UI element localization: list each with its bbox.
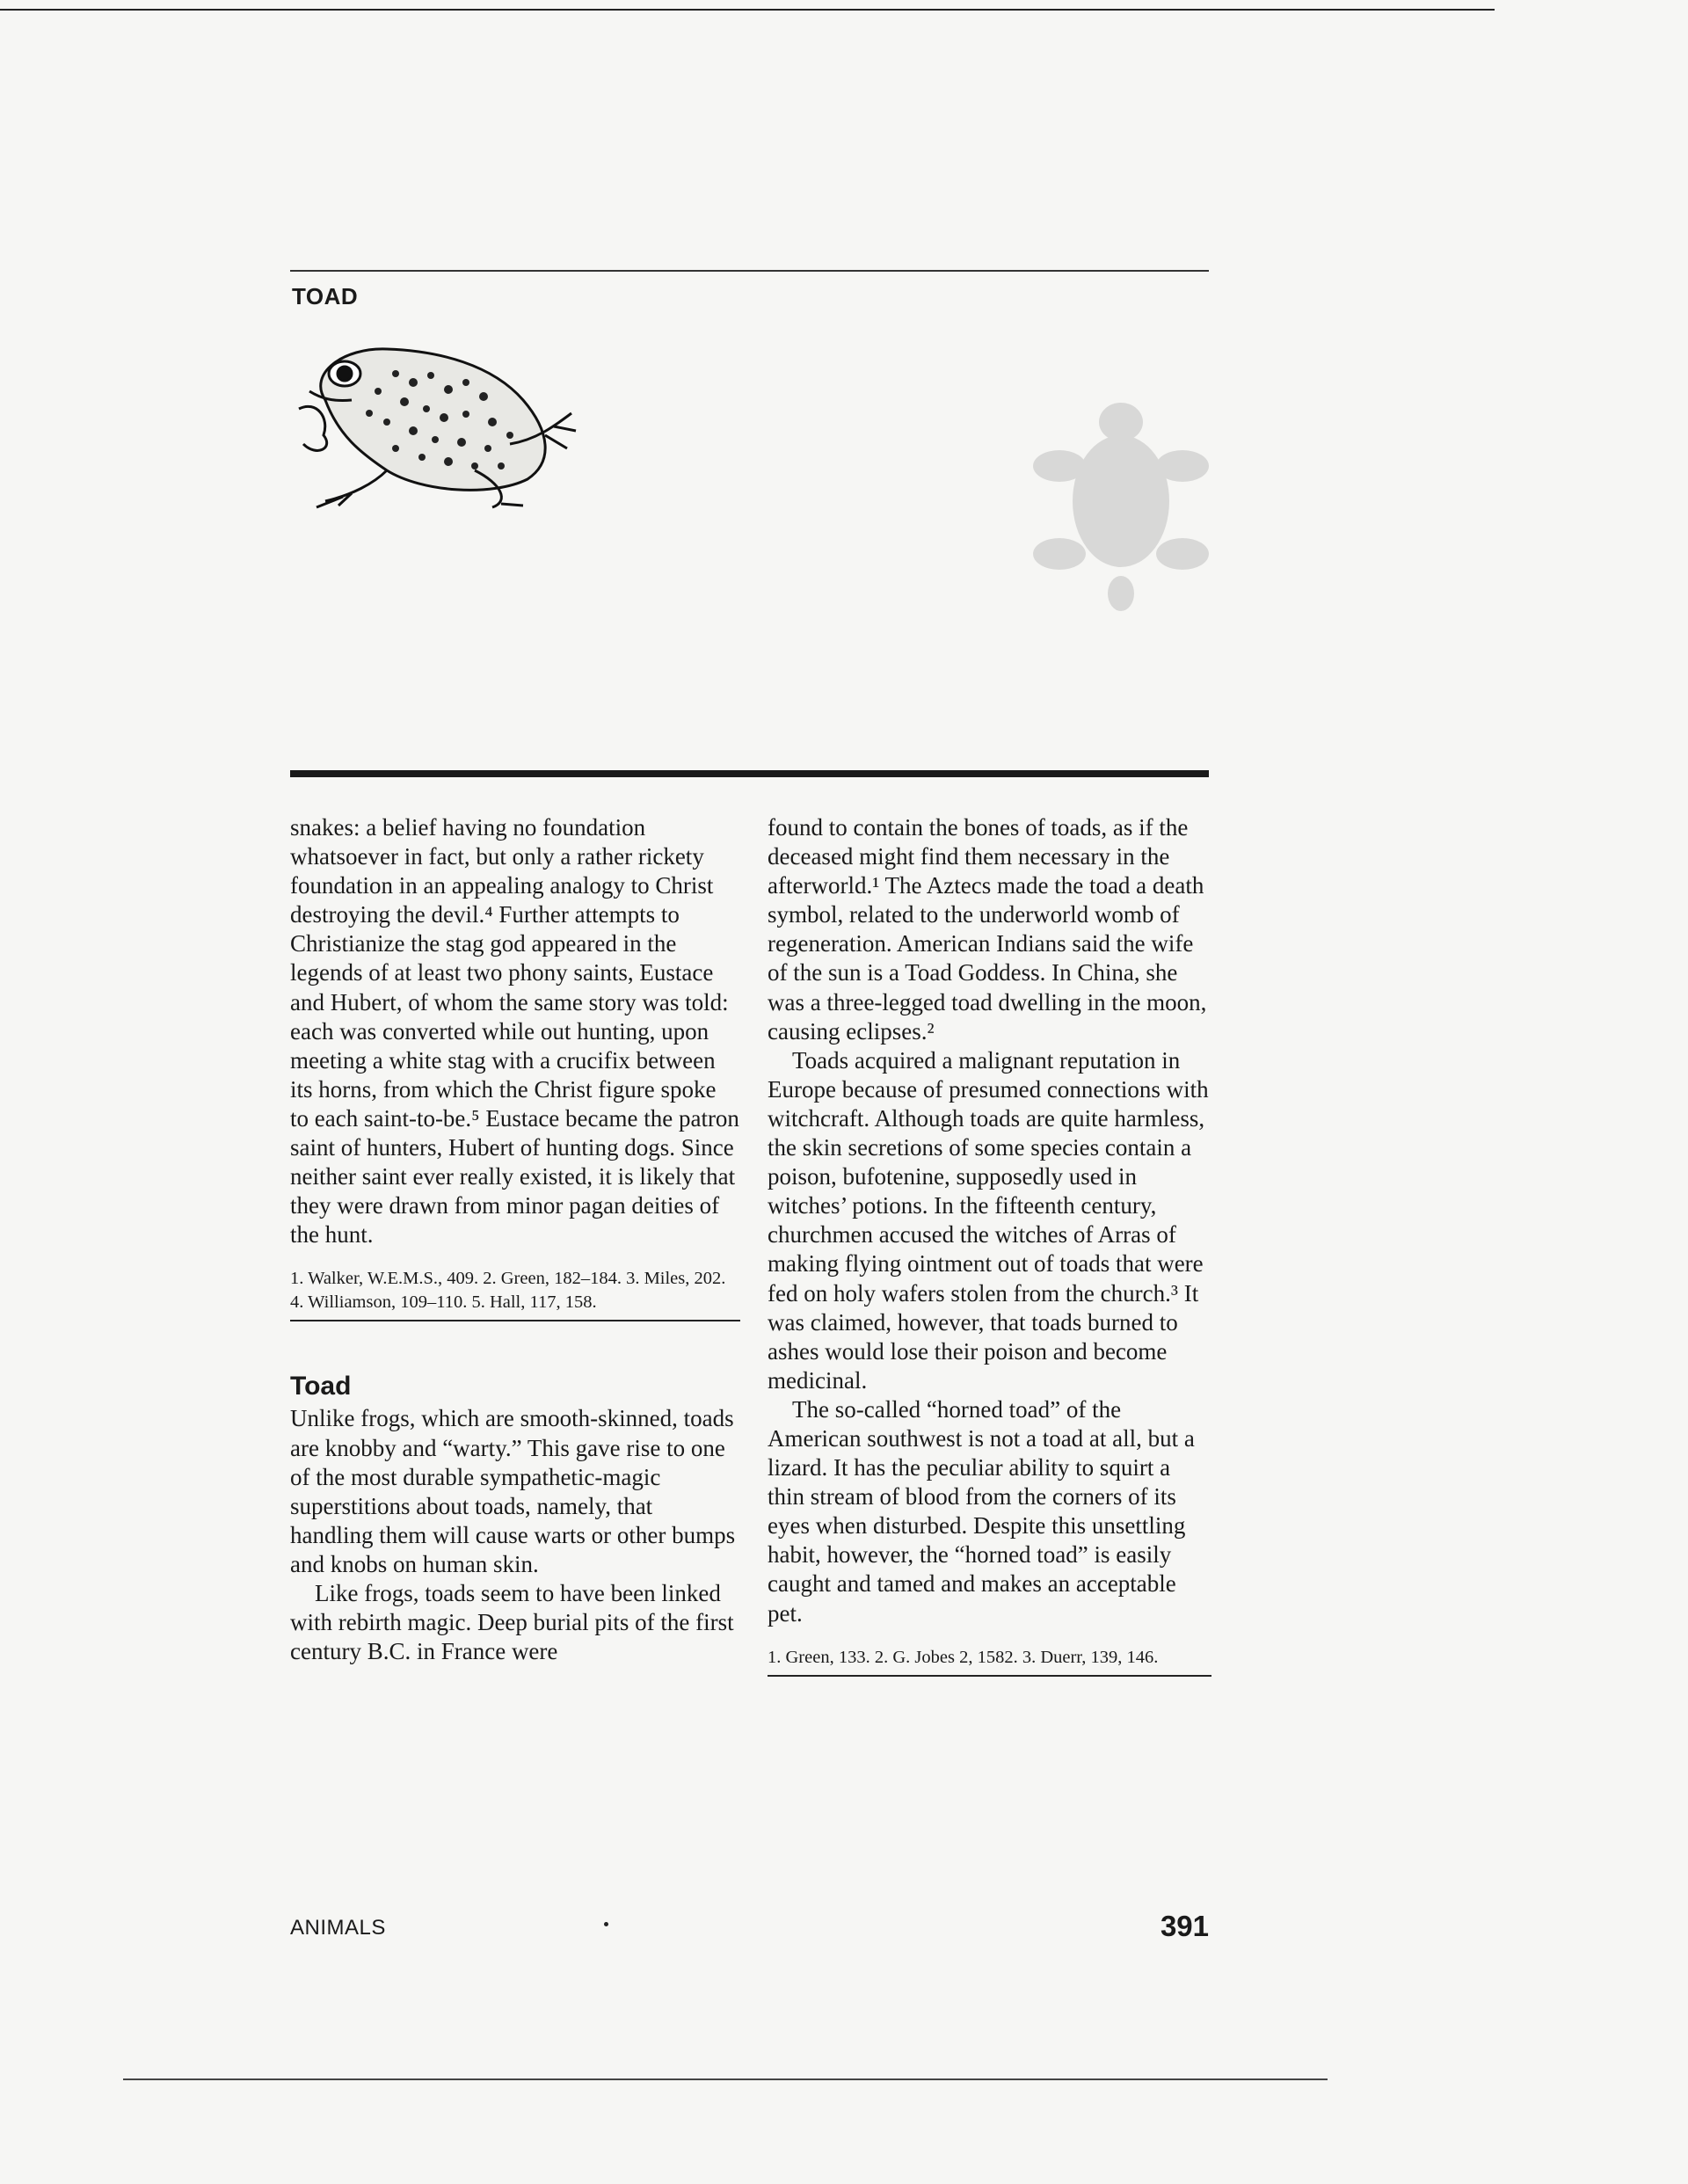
right-column [768, 813, 1211, 1677]
continued-paragraph: snakes: a belief having no foundation whatsoever in fact, but only a rather rickety foundation in an appealing analogy to Christ destroying the devil.⁴ Further attempts to Christianize the stag god appeared in the legends of at least two phony saints, Eustace and Hubert, of whom the same story was told: each was converted while out hunting, upon meeting a white stag with a crucifix between its horns, from which the Christ figure spoke to each saint-to-be.⁵ Eustace became the patron saint of hunters, Hubert of hunting dogs. Since neither saint ever really existed, it is likely that they were drawn from minor pagan deities of the hunt. [290, 814, 739, 1249]
bleed-through-ornament [1024, 387, 1218, 615]
header-rule [290, 270, 1209, 272]
footer-section: ANIMALS [290, 1916, 386, 1940]
entry-paragraph: The so-called “horned toad” of the American southwest is not a toad at all, but a lizard. It has the peculiar ability to squirt a thin stream of blood from the corners of its eyes when disturbed. Despite this unsettling habit, however, the “horned toad” is easily caught and tamed and makes an acceptable pet. [768, 1395, 1195, 1627]
left-column [290, 813, 740, 1666]
entry-title: Toad [290, 1372, 352, 1401]
section-rule [290, 770, 1209, 777]
entry-paragraph: found to contain the bones of toads, as if the deceased might find them necessary in the afterworld.¹ The Aztecs made the toad a death symbol, related to the underworld womb of regeneration. American Indians said the wife of the sun is a Toad Goddess. In China, she was a three-legged toad dwelling in the moon, causing eclipses.² [768, 814, 1207, 1045]
scan-edge-bottom [123, 2078, 1328, 2080]
entry-paragraph: Like frogs, toads seem to have been linked with rebirth magic. Deep burial pits of the first century B.C. in France were [290, 1579, 734, 1665]
notes-rule [768, 1675, 1211, 1677]
footer-bullet [604, 1922, 608, 1926]
scan-edge-top [0, 9, 1495, 11]
running-head: TOAD [292, 283, 359, 309]
footnotes-previous-entry: 1. Walker, W.E.M.S., 409. 2. Green, 182–184. 3. Miles, 202. 4. Williamson, 109–110. 5. Hall, 117, 158. [290, 1269, 726, 1313]
notes-rule [290, 1320, 740, 1321]
footnotes-toad: 1. Green, 133. 2. G. Jobes 2, 1582. 3. Duerr, 139, 146. [768, 1647, 1159, 1667]
entry-paragraph: Toads acquired a malignant reputation in Europe because of presumed connections with witchcraft. Although toads are quite harmless, the skin secretions of some species contain a poison, bufotenine, supposedly used in witches’ potions. In the fifteenth century, churchmen accused the witches of Arras of making flying ointment out of toads that were fed on holy wafers stolen from the church.³ It was claimed, however, that toads burned to ashes would lose their poison and become medicinal. [768, 1046, 1209, 1394]
page-number: 391 [1160, 1910, 1209, 1942]
entry-paragraph: Unlike frogs, which are smooth-skinned, toads are knobby and “warty.” This gave rise to one of the most durable sympathetic-magic superstitions about toads, namely, that handling them will cause warts or other bumps and knobs on human skin. [290, 1405, 736, 1577]
toad-icon [290, 339, 580, 510]
